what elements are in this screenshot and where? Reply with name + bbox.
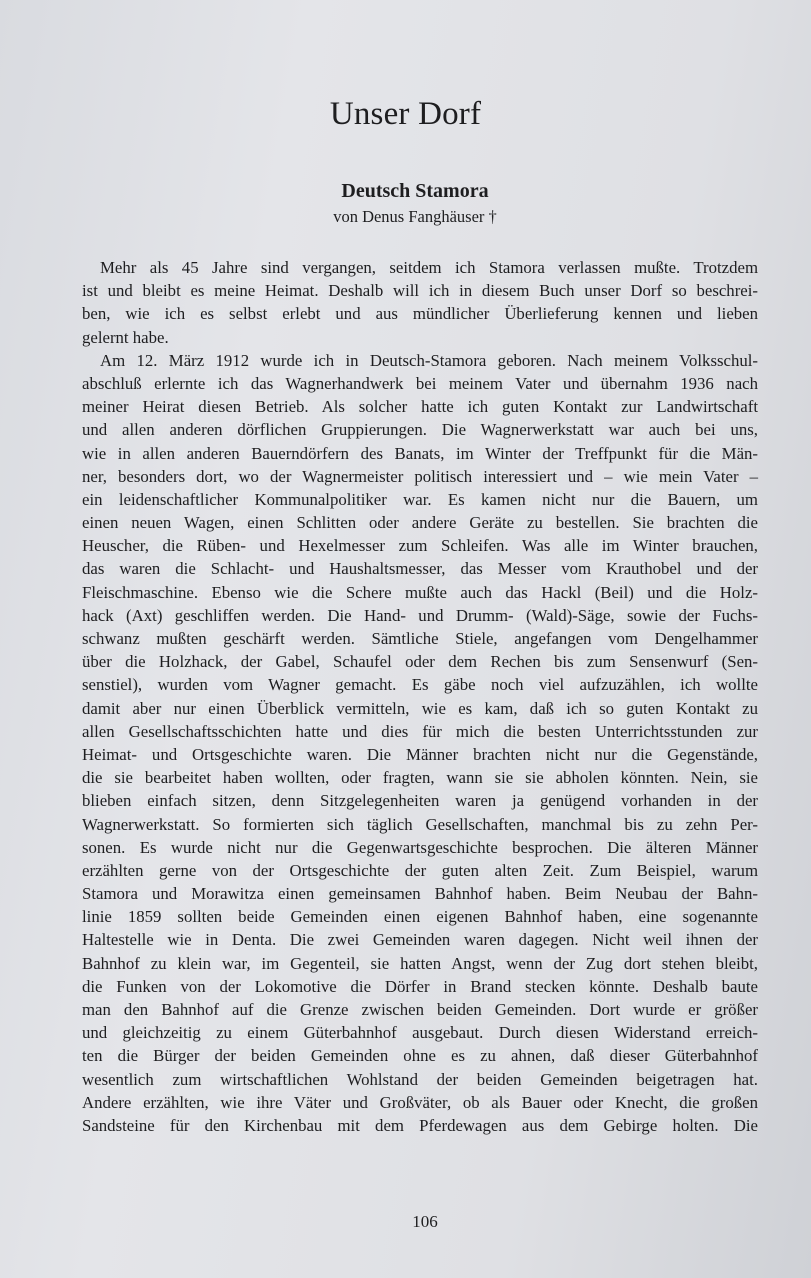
text-line: wesentlich zum wirtschaftlichen Wohlstand der beiden Gemeinden beigetragen hat. [82, 1069, 758, 1089]
text-line: Haltestelle wie in Denta. Die zwei Gemeinden waren dagegen. Nicht weil ihnen der [82, 930, 758, 950]
text-line: das waren die Schlacht- und Haushaltsmesser, das Messer vom Krauthobel und der [82, 559, 758, 579]
chapter-title: Unser Dorf [329, 96, 482, 132]
text-line: und gleichzeitig zu einem Güterbahnhof ausgebaut. Durch diesen Widerstand erreich- [82, 1023, 758, 1043]
text-line: erzählten gerne von der Ortsgeschichte der guten alten Zeit. Zum Beispiel, warum [82, 860, 758, 880]
text-line: senstiel), wurden vom Wagner gemacht. Es gäbe noch viel aufzuzählen, ich wollte [82, 675, 758, 695]
text-line: einen neuen Wagen, einen Schlitten oder andere Geräte zu bestellen. Sie brachten die [82, 513, 758, 533]
text-line: Heuscher, die Rüben- und Hexelmesser zum Schleifen. Was alle im Winter brauchen, [82, 536, 758, 556]
text-line: ten die Bürger der beiden Gemeinden ohne es zu ahnen, daß dieser Güterbahnhof [82, 1046, 758, 1066]
text-line: linie 1859 sollten beide Gemeinden einen eigenen Bahnhof haben, eine sogenannte [82, 907, 758, 927]
text-line: ein leidenschaftlicher Kommunalpolitiker war. Es kamen nicht nur die Bauern, um [82, 489, 758, 509]
text-line: sonen. Es wurde nicht nur die Gegenwartsgeschichte besprochen. Die älteren Männer [82, 837, 758, 857]
text-line: blieben einfach sitzen, denn Sitzgelegenheiten waren ja genügend vorhanden in der [82, 791, 758, 811]
text-line: ner, besonders dort, wo der Wagnermeister politisch interessiert und – wie mein Vater – [82, 466, 758, 486]
text-line: Fleischmaschine. Ebenso wie die Schere mußte auch das Hackl (Beil) und die Holz- [82, 582, 758, 602]
text-line: hack (Axt) geschliffen werden. Die Hand- und Drumm- (Wald)-Säge, sowie der Fuchs- [82, 605, 758, 625]
text-line: Heimat- und Ortsgeschichte waren. Die Männer brachten nicht nur die Gegenstände, [82, 744, 758, 764]
text-line: Mehr als 45 Jahre sind vergangen, seitdem ich Stamora verlassen mußte. Trotzdem [100, 258, 758, 277]
section-title: Deutsch Stamora [341, 180, 489, 202]
text-line: ben, wie ich es selbst erlebt und aus mündlicher Überlieferung kennen und lieben [82, 304, 758, 324]
page-number: 106 [412, 1212, 438, 1231]
text-line: man den Bahnhof auf die Grenze zwischen beiden Gemeinden. Dort wurde er größer [82, 1000, 758, 1019]
text-line: meiner Heirat diesen Betrieb. Als solcher hatte ich guten Kontakt zur Landwirtschaft [82, 397, 758, 417]
text-line: gelernt habe. [82, 327, 169, 347]
author-byline: von Denus Fanghäuser † [333, 207, 497, 226]
text-line: Stamora und Morawitza einen gemeinsamen Bahnhof haben. Beim Neubau der Bahn- [82, 884, 758, 904]
text-line: und allen anderen dörflichen Gruppierungen. Die Wagnerwerkstatt war auch bei uns, [82, 420, 758, 440]
text-line: die sie bearbeitet haben wollten, oder fragten, wann sie sie abholen könnten. Nein, sie [82, 768, 758, 788]
text-line: Am 12. März 1912 wurde ich in Deutsch-Stamora geboren. Nach meinem Volksschul- [100, 350, 758, 370]
text-line: damit aber nur einen Überblick vermitteln, wie es kam, daß ich so guten Kontakt zu [82, 698, 758, 718]
text-line: abschluß erlernte ich das Wagnerhandwerk bei meinem Vater und übernahm 1936 nach [82, 373, 758, 393]
text-line: Bahnhof zu klein war, im Gegenteil, sie hatten Angst, wenn der Zug dort stehen bleibt, [82, 953, 758, 973]
text-line: Andere erzählten, wie ihre Väter und Großväter, ob als Bauer oder Knecht, die großen [82, 1092, 758, 1112]
text-line: ist und bleibt es meine Heimat. Deshalb will ich in diesem Buch unser Dorf so beschrei- [82, 281, 758, 301]
text-line: Sandsteine für den Kirchenbau mit dem Pferdewagen aus dem Gebirge holten. Die [82, 1115, 758, 1135]
text-line: wie in allen anderen Bauerndörfern des Banats, im Winter der Treffpunkt für die Män- [82, 443, 758, 463]
text-line: allen Gesellschaftsschichten hatte und dies für mich die besten Unterrichtsstunden zur [82, 721, 758, 741]
text-line: über die Holzhack, der Gabel, Schaufel oder dem Rechen bis zum Sensenwurf (Sen- [82, 652, 758, 672]
text-line: schwanz mußten geschärft werden. Sämtliche Stiele, angefangen vom Dengelhammer [82, 629, 758, 648]
text-line: die Funken von der Lokomotive die Dörfer in Brand stecken könnte. Deshalb baute [82, 976, 758, 996]
text-line: Wagnerwerkstatt. So formierten sich täglich Gesellschaften, manchmal bis zu zehn Per- [82, 814, 758, 834]
body-text [82, 256, 758, 1137]
